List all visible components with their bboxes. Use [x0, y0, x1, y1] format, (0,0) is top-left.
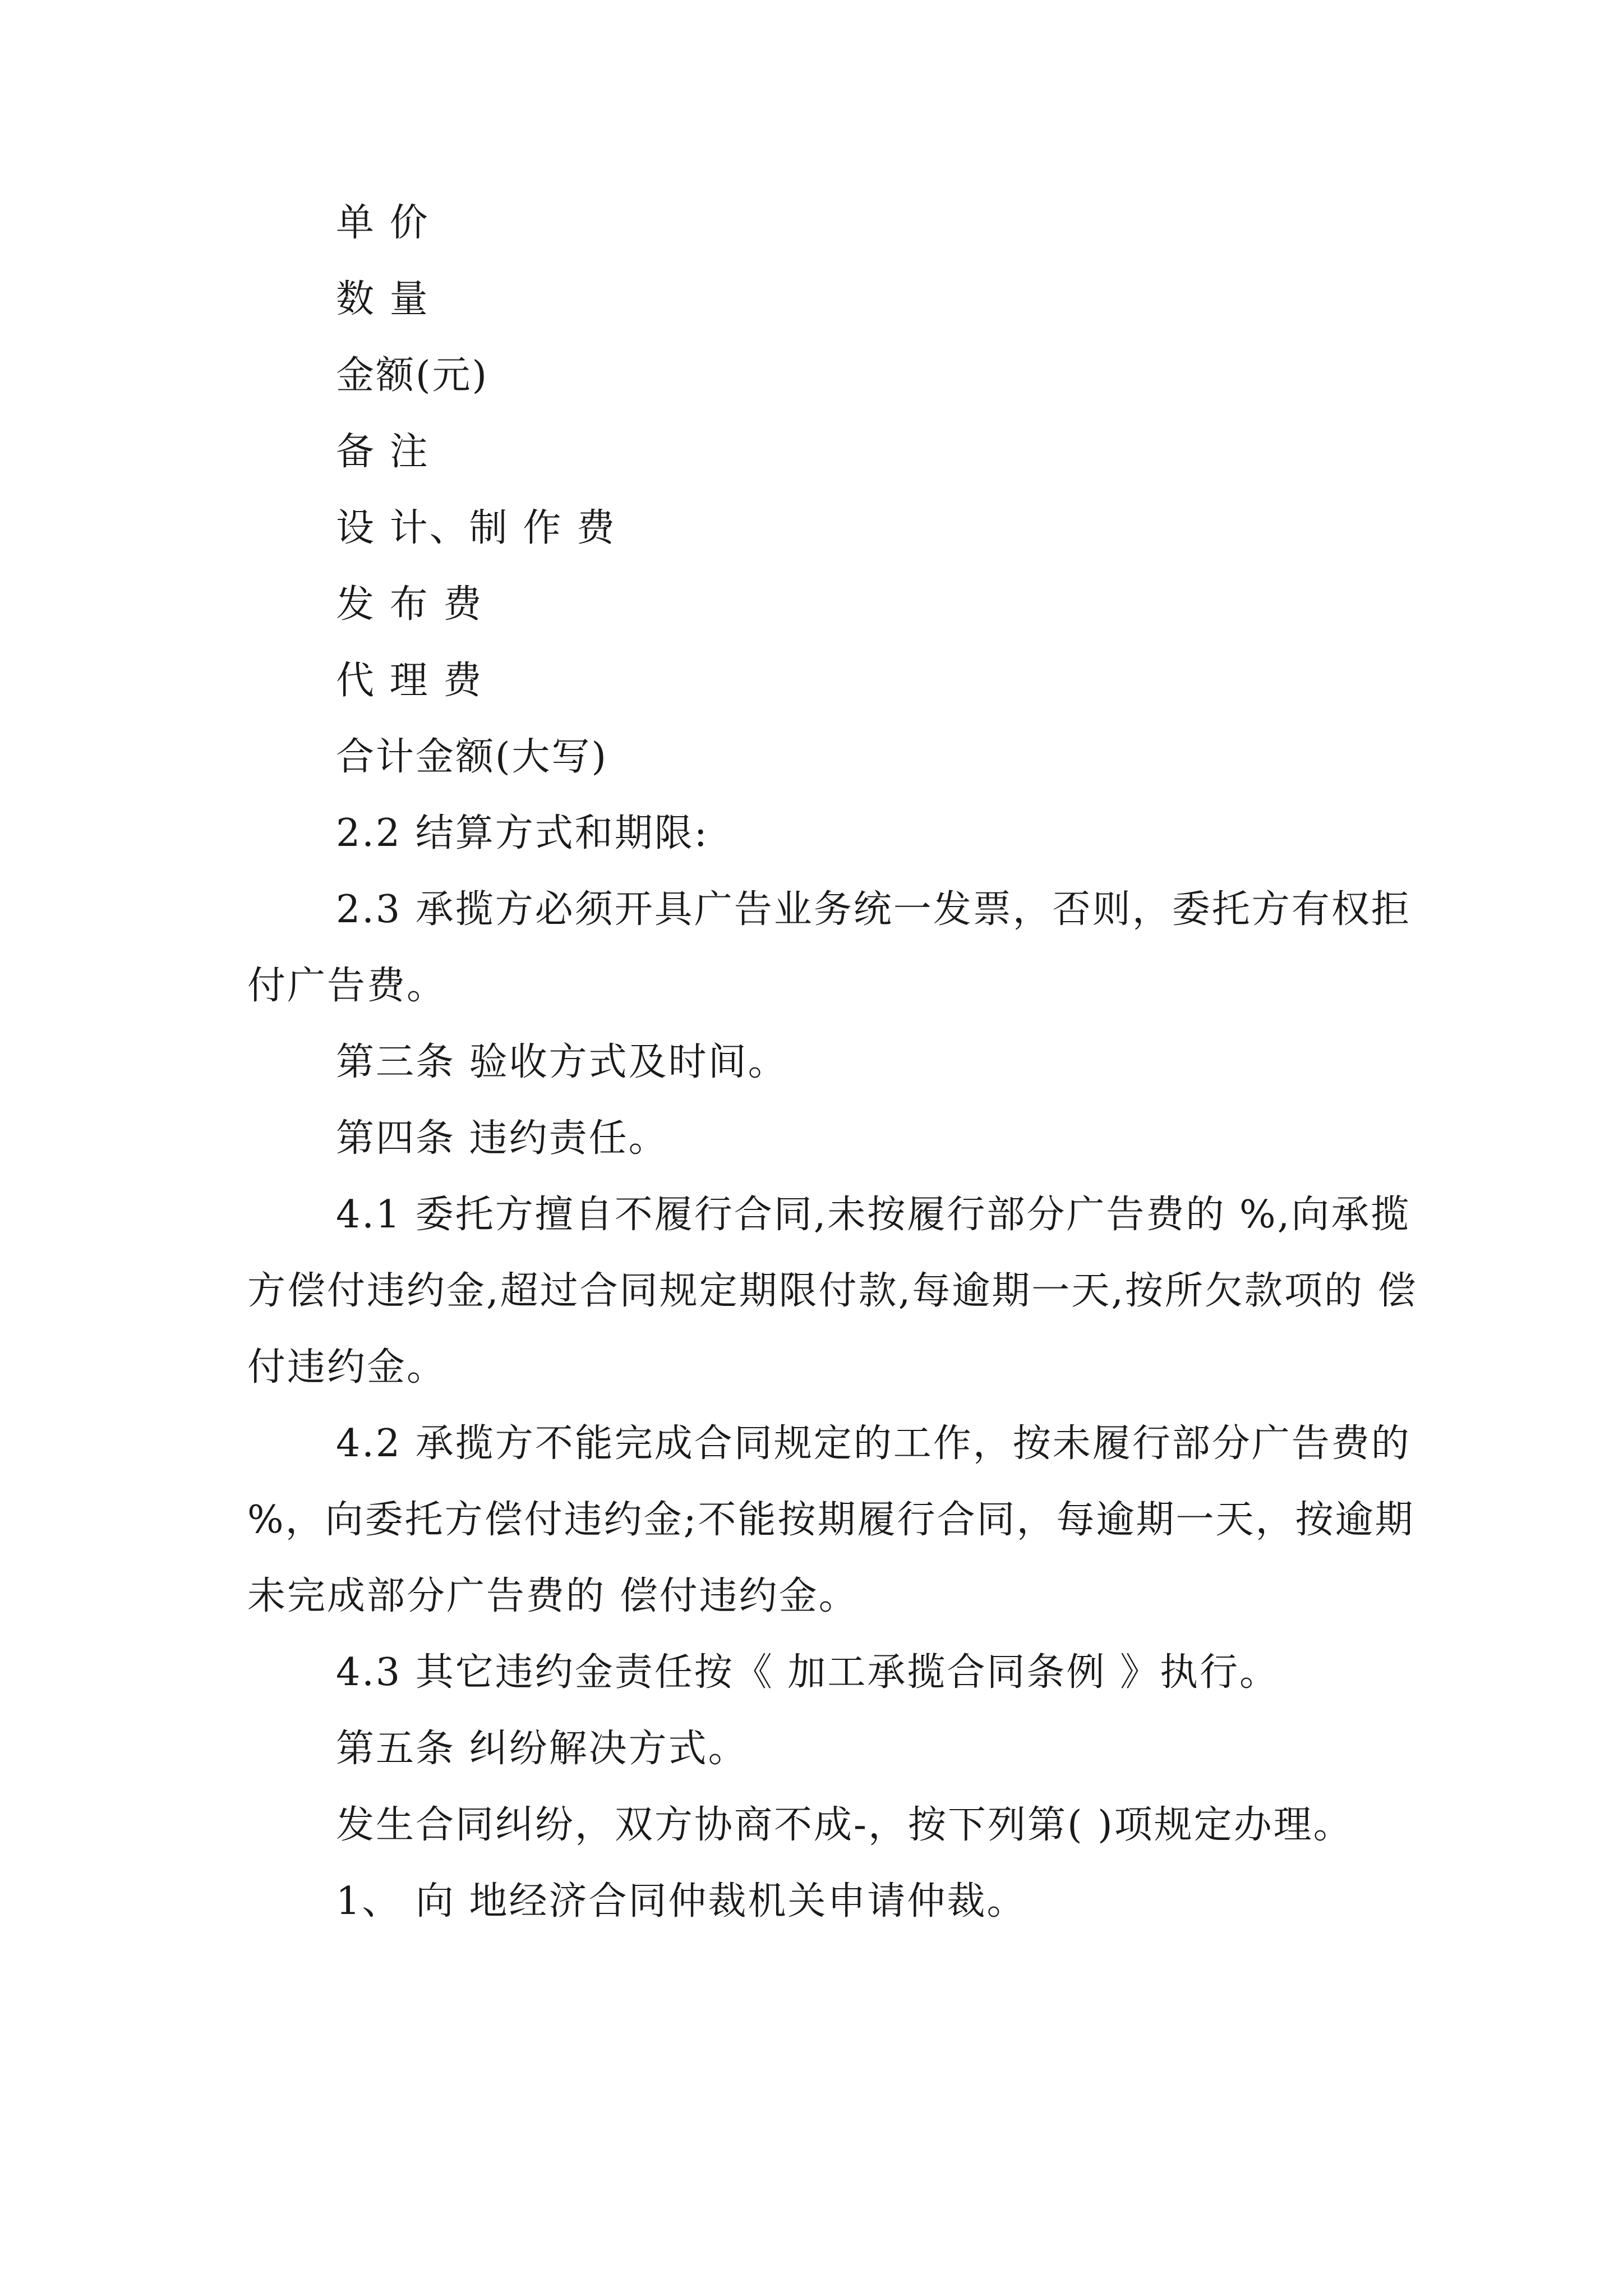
document-body: [247, 185, 1425, 1940]
paragraph-unit-price: 单 价: [336, 201, 430, 245]
paragraph-article-5: 第五条 纠纷解决方式。: [336, 1727, 748, 1771]
paragraph-dispute: 发生合同纠纷，双方协商不成-，按下列第( )项规定办理。: [336, 1803, 1353, 1847]
paragraph-publish-fee: 发 布 费: [336, 582, 483, 627]
paragraph-article-4: 第四条 违约责任。: [336, 1116, 668, 1161]
paragraph-quantity: 数 量: [336, 277, 430, 321]
paragraph-2-2: 2.2 结算方式和期限:: [336, 811, 709, 855]
paragraph-4-1: 4.1 委托方擅自不履行合同,未按履行部分广告费的 %,向承揽方偿付违约金,超过合同规定期限付款,每逾期一天,按所欠款项的 偿付违约金。: [247, 1193, 1418, 1389]
paragraph-amount: 金额(元): [336, 353, 489, 398]
paragraph-arbitration: 1、 向 地经济合同仲裁机关申请仲裁。: [336, 1879, 1027, 1924]
paragraph-agency-fee: 代 理 费: [336, 659, 483, 703]
paragraph-remarks: 备 注: [336, 430, 430, 474]
paragraph-article-3: 第三条 验收方式及时间。: [336, 1040, 788, 1084]
paragraph-4-2: 4.2 承揽方不能完成合同规定的工作，按未履行部分广告费的 %，向委托方偿付违约金;不能按期履行合同，每逾期一天，按逾期未完成部分广告费的 偿付违约金。: [247, 1421, 1425, 1618]
paragraph-total-amount: 合计金额(大写): [336, 735, 608, 779]
paragraph-4-3: 4.3 其它违约金责任按《 加工承揽合同条例 》执行。: [336, 1650, 1279, 1695]
paragraph-design-fee: 设 计、制 作 费: [336, 506, 616, 550]
paragraph-2-3: 2.3 承揽方必须开具广告业务统一发票，否则，委托方有权拒付广告费。: [247, 887, 1411, 1008]
